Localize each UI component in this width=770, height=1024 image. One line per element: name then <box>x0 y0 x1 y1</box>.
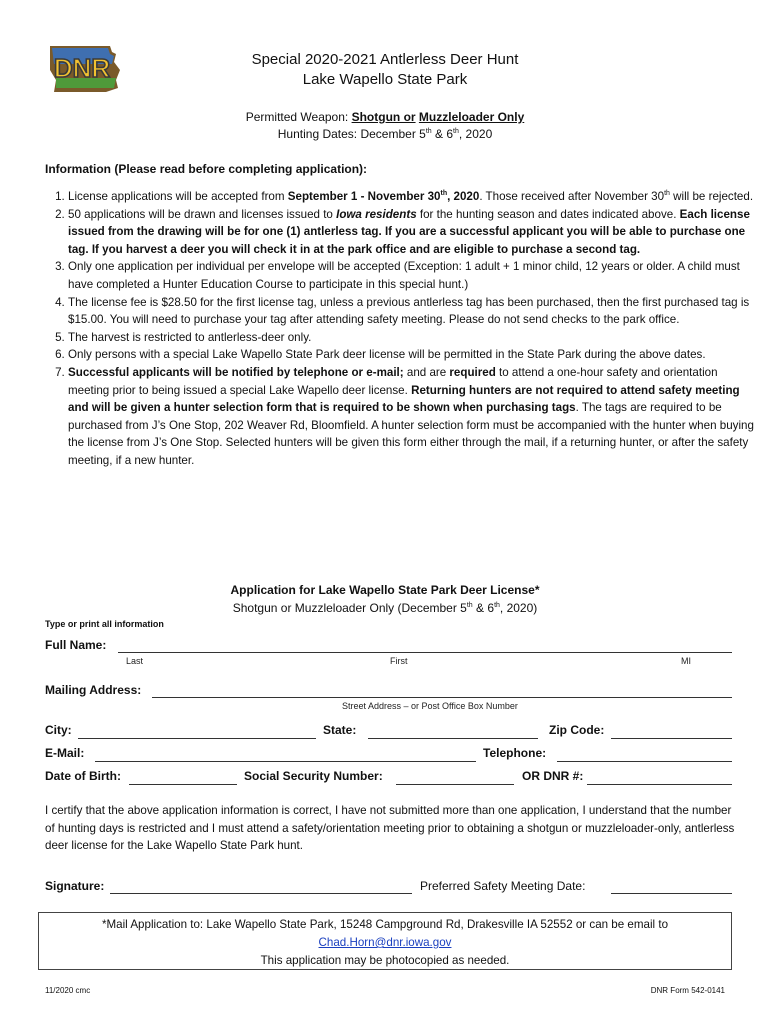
mail-line-1: *Mail Application to: Lake Wapello State Park, 15248 Campground Rd, Drakesville IA 52552 or can be email to <box>101 918 669 931</box>
telephone-label: Telephone: <box>483 746 547 760</box>
type-note: Type or print all information <box>45 619 164 629</box>
rule-4: 4. The license fee is $28.50 for the first license tag, unless a previous antlerless tag has been purchased, then the first purchased tag is $15.00. You will need to purchase your tag after attending safety meeting. Please do not send checks to the park office. <box>68 294 758 329</box>
zip-field[interactable] <box>611 738 732 739</box>
dob-label: Date of Birth: <box>45 769 121 783</box>
telephone-field[interactable] <box>557 761 732 762</box>
dnr-number-field[interactable] <box>587 784 732 785</box>
email-link[interactable]: Chad.Horn@dnr.iowa.gov <box>318 936 452 949</box>
rule-2: 2. 50 applications will be drawn and licenses issued to Iowa residents for the hunting season and dates indicated above. Each license issued from the drawing will be for one (1) antlerless tag. If you are a successful applicant you will be able to purchase one tag. If you harvest a deer you will check it in at the park office and are eligible to purchase a second tag. <box>68 206 758 259</box>
signature-label: Signature: <box>45 879 105 893</box>
dob-field[interactable] <box>129 784 237 785</box>
hunting-dates <box>0 126 770 143</box>
weapon-muzzle: Muzzleloader Only <box>418 110 525 124</box>
full-name-label: Full Name: <box>45 638 107 652</box>
email-label: E-Mail: <box>45 746 85 760</box>
dates-th1: th <box>425 128 432 135</box>
dates-suffix: , 2020 <box>458 127 493 141</box>
application-title: Application for Lake Wapello State Park Deer License* <box>230 583 540 597</box>
street-caption: Street Address – or Post Office Box Number <box>342 701 518 711</box>
mail-line-3: This application may be photocopied as needed. <box>260 954 510 967</box>
footer-right: DNR Form 542-0141 <box>650 986 725 995</box>
title-line-2: Lake Wapello State Park <box>302 71 468 88</box>
mi-caption: MI <box>681 656 691 666</box>
rule-1: 1. License applications will be accepted from September 1 - November 30th, 2020. Those received after November 30th will be rejected. <box>68 188 758 206</box>
last-caption: Last <box>126 656 144 666</box>
dates-mid: & 6 <box>431 127 454 141</box>
city-field[interactable] <box>78 738 316 739</box>
rules-list <box>45 188 758 470</box>
full-name-field[interactable] <box>118 652 732 653</box>
weapon-prefix: Permitted Weapon: <box>245 110 352 124</box>
certification-text: I certify that the above application information is correct, I have not submitted more than one application, I understand that the number of hunting days is restricted and I must attend a safety/orientation meeting prior to obtaining a shotgun or muzzleloader-only, antlerless deer license for the Lake Wapello State Park hunt. <box>45 804 735 853</box>
rule-7: 7. Successful applicants will be notified by telephone or e-mail; and are required to attend a one-hour safety and orientation meeting prior to being issued a special Lake Wapello deer license. Returning hunters are not required to attend safety meeting and will be given a hunter selection form that is required to be shown when purchasing tags. The tags are required to be purchased from J’s One Stop, 202 Weaver Rd, Bloomfield. A hunter selection form must be accompanied with the hunter when buying the license from J’s One Stop. Selected hunters will be given this form either through the mail, if a returning hunter, or after the safety meeting, if a new hunter. <box>68 364 758 470</box>
rule-3: 3. Only one application per individual per envelope will be accepted (Exception: 1 adult + 1 minor child, 12 years or older. A child must have completed a Hunter Education Course to participate in this special hunt.) <box>68 258 758 293</box>
city-label: City: <box>45 723 72 737</box>
preferred-meeting-field[interactable] <box>611 893 732 894</box>
ssn-field[interactable] <box>396 784 514 785</box>
permitted-weapon <box>0 109 770 126</box>
email-field[interactable] <box>95 761 476 762</box>
mailing-address-field[interactable] <box>152 697 732 698</box>
dnr-logo-text: DNR <box>53 53 111 83</box>
info-heading: Information (Please read before completing application): <box>45 162 368 176</box>
state-field[interactable] <box>368 738 538 739</box>
mail-instructions-box <box>38 912 732 970</box>
mailing-address-label: Mailing Address: <box>45 683 142 697</box>
dnr-number-label: OR DNR #: <box>522 769 584 783</box>
preferred-meeting-label: Preferred Safety Meeting Date: <box>420 879 586 893</box>
signature-field[interactable] <box>110 893 412 894</box>
first-caption: First <box>390 656 408 666</box>
rule-6: 6. Only persons with a special Lake Wapello State Park deer license will be permitted in the State Park during the above dates. <box>68 346 758 364</box>
footer-left: 11/2020 cmc <box>45 986 91 995</box>
title-line-1: Special 2020-2021 Antlerless Deer Hunt <box>251 51 519 68</box>
ssn-label: Social Security Number: <box>244 769 383 783</box>
state-label: State: <box>323 723 357 737</box>
weapon-shotgun: Shotgun or <box>351 110 416 124</box>
dates-prefix: Hunting Dates: December 5 <box>277 127 426 141</box>
application-subtitle: Shotgun or Muzzleloader Only (December 5th & 6th, 2020) <box>232 601 538 615</box>
dates-th2: th <box>453 128 459 135</box>
zip-label: Zip Code: <box>549 723 605 737</box>
rule-5: 5. The harvest is restricted to antlerless-deer only. <box>68 329 758 347</box>
